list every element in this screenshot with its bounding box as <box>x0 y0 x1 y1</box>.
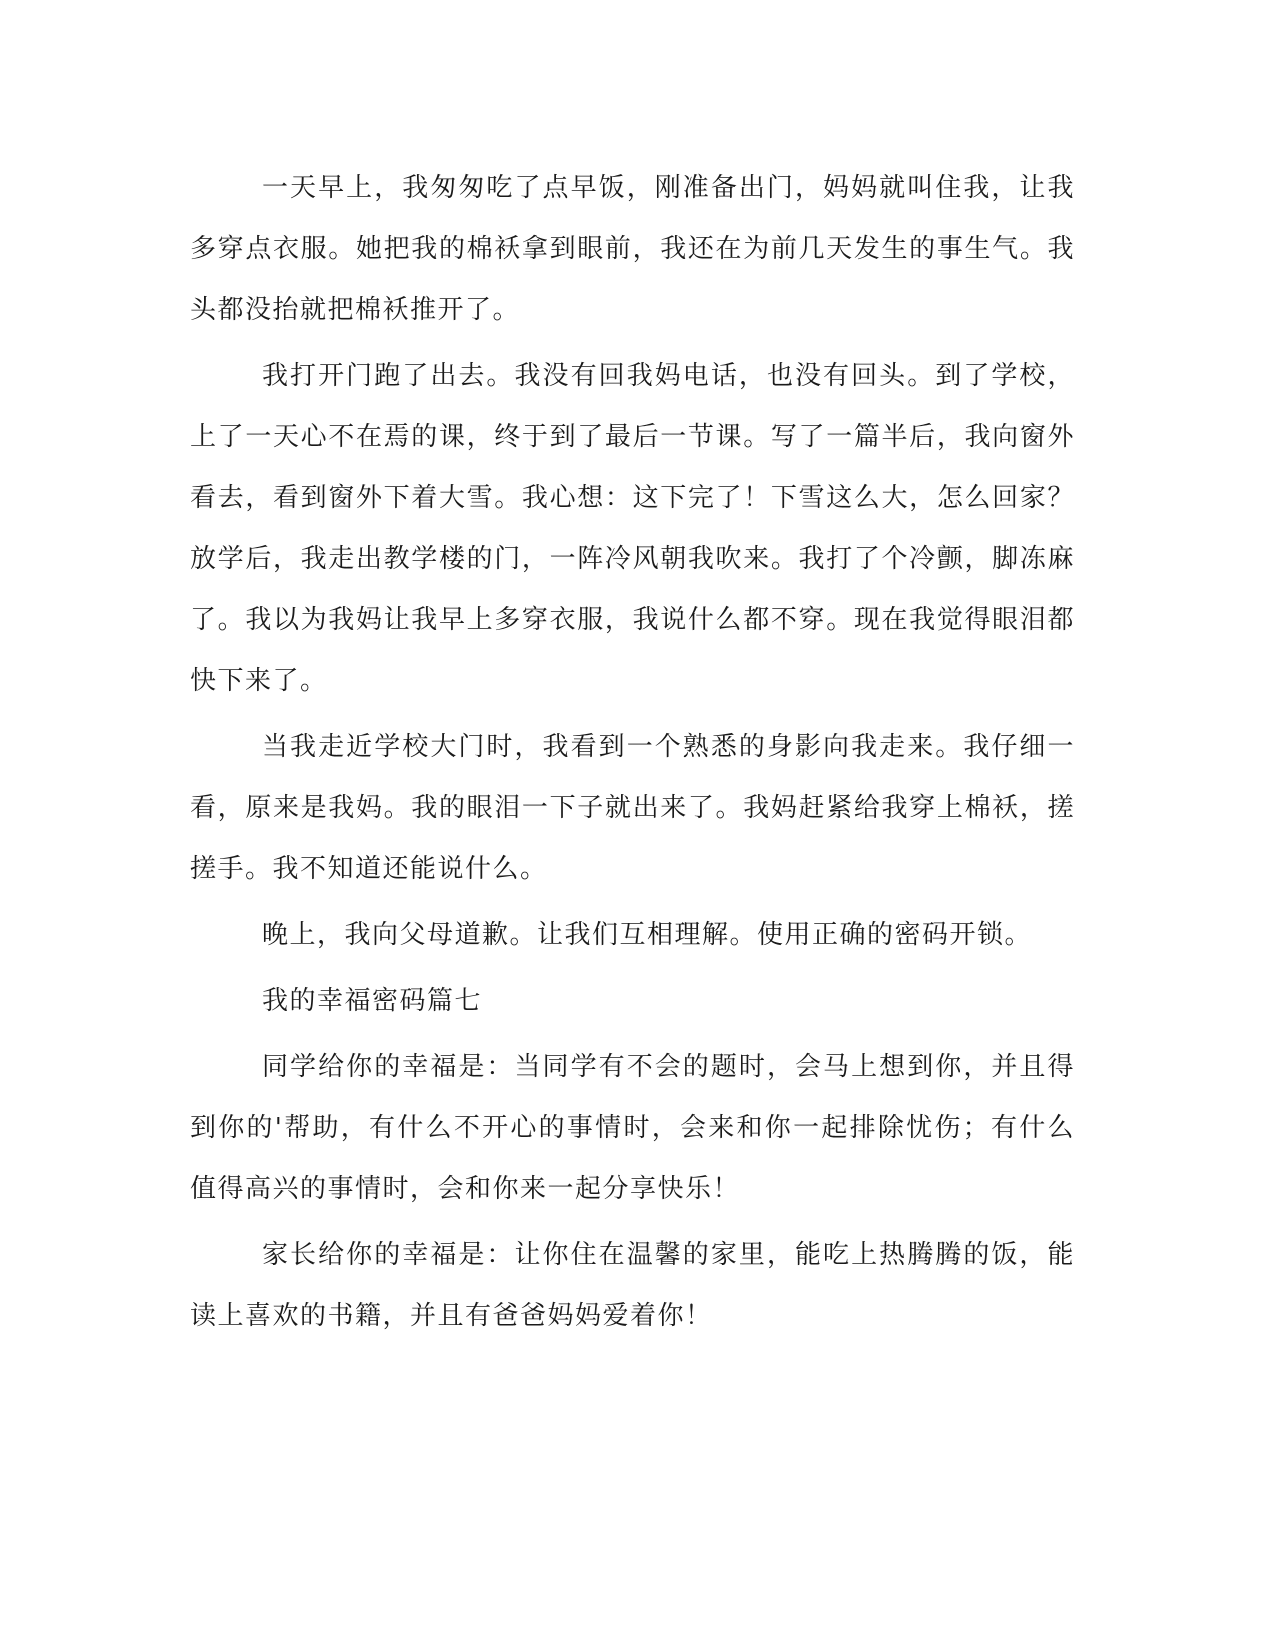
paragraph-morning: 一天早上，我匆匆吃了点早饭，刚准备出门，妈妈就叫住我，让我多穿点衣服。她把我的棉袄拿到眼前，我还在为前几天发生的事生气。我头都没抬就把棉袄推开了。 <box>190 173 1075 325</box>
paragraph-school: 我打开门跑了出去。我没有回我妈电话，也没有回头。到了学校，上了一天心不在焉的课，终于到了最后一节课。写了一篇半后，我向窗外看去，看到窗外下着大雪。我心想：这下完了！下雪这么大，怎么回家？放学后，我走出教学楼的门，一阵冷风朝我吹来。我打了个冷颤，脚冻麻了。我以为我妈让我早上多穿衣服，我说什么都不穿。现在我觉得眼泪都快下来了。 <box>190 361 1075 696</box>
paragraph-parents: 家长给你的幸福是：让你住在温馨的家里，能吃上热腾腾的饭，能读上喜欢的书籍，并且有爸爸妈妈爱着你！ <box>190 1240 1075 1331</box>
paragraph-classmates: 同学给你的幸福是：当同学有不会的题时，会马上想到你，并且得到你的'帮助，有什么不开心的事情时，会来和你一起排除忧伤；有什么值得高兴的事情时，会和你来一起分享快乐！ <box>190 1052 1075 1204</box>
document-body <box>190 158 1075 1352</box>
paragraph-evening: 晚上，我向父母道歉。让我们互相理解。使用正确的密码开锁。 <box>262 920 1033 950</box>
section-heading: 我的幸福密码篇七 <box>262 986 483 1016</box>
paragraph-school-gate: 当我走近学校大门时，我看到一个熟悉的身影向我走来。我仔细一看，原来是我妈。我的眼泪一下子就出来了。我妈赶紧给我穿上棉袄，搓搓手。我不知道还能说什么。 <box>190 732 1075 884</box>
